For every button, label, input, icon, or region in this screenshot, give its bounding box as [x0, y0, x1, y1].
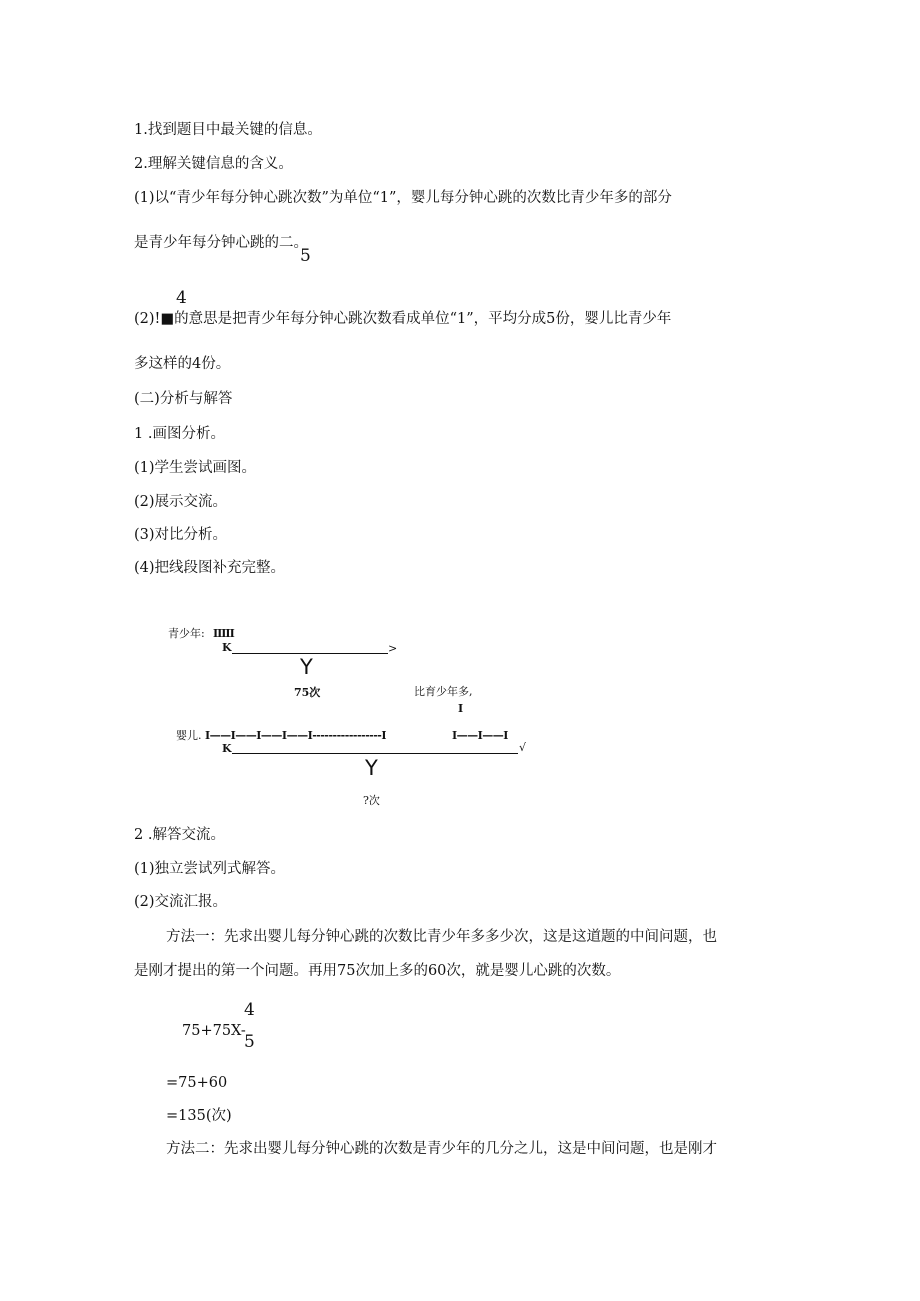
- section-heading: (二)分析与解答: [134, 391, 233, 407]
- teen-ticks: IIIII: [213, 627, 234, 640]
- baby-line: [232, 753, 518, 754]
- teen-line: [232, 653, 388, 654]
- meaning-2-continued: 多这样的4份。: [134, 356, 231, 372]
- answer-substep-1: (1)独立尝试列式解答。: [134, 861, 286, 877]
- formula-step-2: =75+60: [166, 1075, 228, 1091]
- teen-count: 75次: [294, 686, 321, 699]
- teen-label: 青少年:: [168, 627, 205, 640]
- baby-segments: I——I——I——I——I-----------------I: [205, 729, 386, 742]
- substep-3-text: (3)对比分析。: [134, 527, 228, 543]
- formula-left: 75+75X-: [182, 1023, 246, 1039]
- method-1-continued: 是刚才提出的第一个问题。再用75次加上多的60次，就是婴儿心跳的次数。: [134, 963, 621, 979]
- baby-end-mark: √: [519, 741, 527, 754]
- teen-k-mark: K: [222, 641, 232, 654]
- fraction-denominator: 5: [300, 246, 311, 266]
- meaning-2-text: (2)!■的意思是把青少年每分钟心跳次数看成单位“1”，平均分成5份，婴儿比青少年: [134, 311, 672, 327]
- baby-brace: Y: [365, 756, 378, 780]
- method-2-text: 方法二：先求出婴儿每分钟心跳的次数是青少年的几分之儿，这是中间问题，也是刚才: [166, 1141, 717, 1157]
- formula-denominator: 5: [244, 1032, 255, 1052]
- formula-step-3: =135(次): [166, 1108, 232, 1124]
- baby-segments-right: I——I——I: [452, 729, 508, 742]
- substep-2-text: (2)展示交流。: [134, 494, 228, 510]
- step-2-text: 2.理解关键信息的含义。: [134, 156, 293, 172]
- substep-4-text: (4)把线段图补充完整。: [134, 560, 286, 576]
- baby-count: ?次: [363, 794, 380, 807]
- more-mark: I: [458, 702, 464, 715]
- more-label: 比育少年多,: [414, 685, 473, 698]
- step-1-text: 1.找到题目中最关键的信息。: [134, 122, 322, 138]
- method-1-text: 方法一：先求出婴儿每分钟心跳的次数比青少年多多少次，这是这道题的中间问题，也: [166, 929, 717, 945]
- fraction-numerator: 4: [176, 288, 187, 308]
- step-answer-text: 2 .解答交流。: [134, 827, 225, 843]
- baby-label: 婴儿.: [176, 729, 202, 742]
- answer-substep-2: (2)交流汇报。: [134, 894, 228, 910]
- baby-k-mark: K: [222, 742, 232, 755]
- meaning-1-continued: 是青少年每分钟心跳的二。: [134, 235, 308, 251]
- meaning-1-text: (1)以“青少年每分钟心跳次数”为单位“1”，婴儿每分钟心跳的次数比青少年多的部分: [134, 190, 672, 206]
- substep-1-text: (1)学生尝试画图。: [134, 460, 257, 476]
- step-draw-text: 1 .画图分析。: [134, 426, 225, 442]
- formula-numerator: 4: [244, 1000, 255, 1020]
- teen-arrow: >: [388, 642, 398, 655]
- teen-brace: Y: [300, 655, 313, 679]
